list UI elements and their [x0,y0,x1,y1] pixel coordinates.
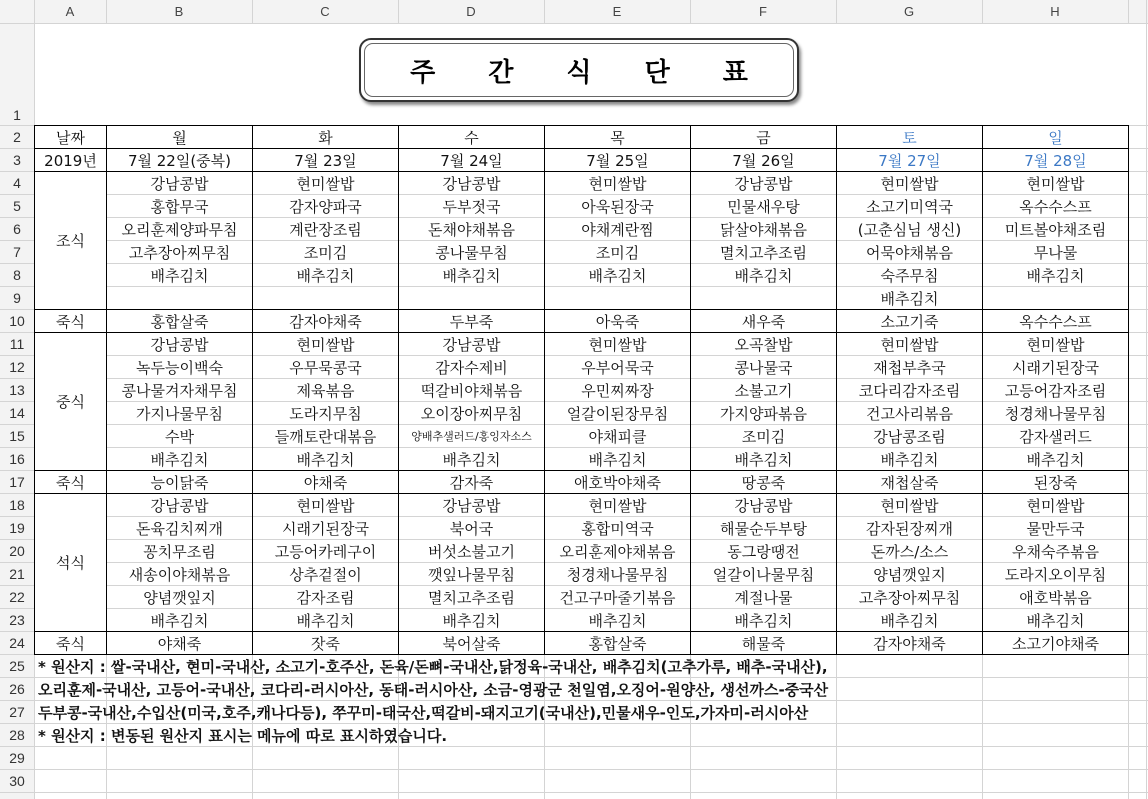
row-header-17[interactable]: 17 [9,473,25,490]
row-header-1[interactable]: 1 [13,107,21,123]
menu-cell[interactable]: 옥수수스프 [983,195,1128,217]
menu-cell[interactable]: 감자샐러드 [983,425,1128,447]
row-header-23[interactable]: 23 [9,611,25,628]
menu-cell[interactable]: 건고구마줄기볶음 [545,586,690,608]
menu-cell[interactable]: 배추김치 [107,448,252,470]
meal-label-cell[interactable]: 조식 [35,172,106,309]
menu-cell[interactable]: 야채죽 [253,471,398,493]
table-border [34,470,1129,471]
menu-cell[interactable]: 오리훈제양파무침 [107,218,252,240]
menu-cell[interactable]: 들깨토란대볶음 [253,425,398,447]
menu-cell[interactable] [399,287,544,309]
table-border [34,125,1129,126]
menu-cell[interactable]: 숙주무침 [837,264,982,286]
menu-cell[interactable]: 콩나물국 [691,356,836,378]
menu-cell[interactable]: 잣죽 [253,632,398,654]
menu-cell[interactable]: 건고사리볶음 [837,402,982,424]
menu-cell[interactable]: 계절나물 [691,586,836,608]
table-border [34,125,35,655]
column-header-b[interactable]: B [174,4,184,19]
date-cell[interactable]: 7월 27일 [837,149,982,171]
menu-cell[interactable]: 홍합살죽 [107,310,252,332]
row-header-21[interactable]: 21 [9,565,25,582]
menu-cell[interactable]: 물만두국 [983,517,1128,539]
menu-cell[interactable]: 고등어감자조림 [983,379,1128,401]
menu-cell[interactable]: 고추장아찌무침 [837,586,982,608]
menu-cell[interactable]: 꽁치무조림 [107,540,252,562]
menu-cell[interactable]: 홍합무국 [107,195,252,217]
menu-cell[interactable]: 북어살죽 [399,632,544,654]
menu-cell[interactable]: 배추김치 [983,609,1128,631]
table-border [398,125,399,655]
menu-cell[interactable]: 새송이야채볶음 [107,563,252,585]
menu-cell[interactable]: 애호박야채죽 [545,471,690,493]
menu-cell[interactable]: 배추김치 [107,609,252,631]
table-border [1128,125,1129,655]
menu-cell[interactable]: 배추김치 [837,287,982,309]
menu-cell[interactable]: 소고기죽 [837,310,982,332]
menu-cell[interactable]: 우채숙주볶음 [983,540,1128,562]
menu-cell[interactable]: 된장죽 [983,471,1128,493]
weekday-cell[interactable]: 월 [107,126,252,148]
menu-cell[interactable]: 조미김 [545,241,690,263]
menu-cell[interactable] [107,287,252,309]
menu-cell[interactable]: 강남콩밥 [691,494,836,516]
menu-cell[interactable]: 돈채야채볶음 [399,218,544,240]
menu-cell[interactable]: 현미쌀밥 [253,333,398,355]
menu-cell[interactable]: 가지양파볶음 [691,402,836,424]
column-header-e[interactable]: E [612,4,622,19]
row-header-29[interactable]: 29 [9,749,25,766]
table-border [34,654,1129,655]
menu-cell[interactable]: 배추김치 [545,448,690,470]
menu-cell[interactable]: 배추김치 [399,264,544,286]
menu-cell[interactable]: 두부죽 [399,310,544,332]
row-header-25[interactable]: 25 [9,657,25,674]
menu-cell[interactable]: 현미쌀밥 [545,333,690,355]
menu-cell[interactable]: 청경채나물무침 [545,563,690,585]
menu-cell[interactable]: 현미쌀밥 [837,494,982,516]
menu-cell[interactable]: 얼갈이된장무침 [545,402,690,424]
menu-cell[interactable]: 야채피클 [545,425,690,447]
column-header-h[interactable]: H [1050,4,1060,19]
menu-cell[interactable]: 현미쌀밥 [983,333,1128,355]
date-cell[interactable]: 7월 24일 [399,149,544,171]
menu-cell[interactable]: 아욱죽 [545,310,690,332]
menu-cell[interactable]: 감자야채죽 [837,632,982,654]
menu-cell[interactable]: 동그랑땡전 [691,540,836,562]
row-header-6[interactable]: 6 [13,220,21,237]
menu-cell[interactable]: 현미쌀밥 [837,172,982,194]
menu-cell[interactable]: 강남콩조림 [837,425,982,447]
menu-cell[interactable]: 강남콩밥 [399,494,544,516]
menu-cell[interactable]: 조미김 [691,425,836,447]
menu-cell[interactable]: 현미쌀밥 [837,333,982,355]
menu-cell[interactable]: 배추김치 [253,448,398,470]
menu-cell[interactable]: 오리훈제야채볶음 [545,540,690,562]
menu-cell[interactable]: 우무묵콩국 [253,356,398,378]
menu-cell[interactable]: 옥수수스프 [983,310,1128,332]
menu-cell[interactable]: 시래기된장국 [253,517,398,539]
page-title: 주 간 식 단 표 [410,57,770,88]
table-border [106,125,107,655]
menu-cell[interactable]: (고춘심님 생신) [837,218,982,240]
column-header-d[interactable]: D [466,4,476,19]
row-header-5[interactable]: 5 [13,197,21,214]
menu-cell[interactable]: 멸치고추조림 [399,586,544,608]
menu-cell[interactable]: 새우죽 [691,310,836,332]
row-header-10[interactable]: 10 [9,312,25,329]
column-header-c[interactable]: C [320,4,330,19]
weekday-cell[interactable]: 금 [691,126,836,148]
menu-cell[interactable]: 애호박볶음 [983,586,1128,608]
weekday-cell[interactable]: 수 [399,126,544,148]
row-header-22[interactable]: 22 [9,588,25,605]
menu-cell[interactable] [691,287,836,309]
menu-cell[interactable]: 무나물 [983,241,1128,263]
row-header-14[interactable]: 14 [9,404,25,421]
year-cell[interactable]: 2019년 [35,149,106,171]
menu-cell[interactable]: 현미쌀밥 [983,172,1128,194]
origin-note: * 원산지 : 변동된 원산지 표시는 메뉴에 따로 표시하였습니다. [38,727,448,745]
date-label-cell[interactable]: 날짜 [35,126,106,148]
menu-cell[interactable]: 배추김치 [253,609,398,631]
menu-cell[interactable]: 현미쌀밥 [253,494,398,516]
column-header-g[interactable]: G [903,4,915,19]
weekday-cell[interactable]: 토 [837,126,982,148]
row-header-11[interactable]: 11 [9,335,25,352]
meal-label-cell[interactable]: 죽식 [35,471,106,493]
menu-cell[interactable]: 떡갈비야채볶음 [399,379,544,401]
menu-cell[interactable]: 양념깻잎지 [107,586,252,608]
row-header-24[interactable]: 24 [9,634,25,651]
menu-cell[interactable]: 현미쌀밥 [983,494,1128,516]
row-header-2[interactable]: 2 [13,128,21,145]
menu-cell[interactable]: 강남콩밥 [107,333,252,355]
menu-cell[interactable]: 배추김치 [545,264,690,286]
row-header-16[interactable]: 16 [9,450,25,467]
menu-cell[interactable]: 배추김치 [983,448,1128,470]
table-border [982,125,983,655]
menu-cell[interactable]: 제육볶음 [253,379,398,401]
menu-cell[interactable]: 청경채나물무침 [983,402,1128,424]
menu-cell[interactable]: 가지나물무침 [107,402,252,424]
date-cell[interactable]: 7월 28일 [983,149,1128,171]
table-border [836,125,837,655]
menu-cell[interactable]: 돈육김치찌개 [107,517,252,539]
title-box[interactable] [359,38,799,102]
menu-cell[interactable]: 어묵야채볶음 [837,241,982,263]
weekday-cell[interactable]: 목 [545,126,690,148]
menu-cell[interactable]: 녹두능이백숙 [107,356,252,378]
menu-cell[interactable]: 두부젓국 [399,195,544,217]
menu-cell[interactable]: 미트볼야채조림 [983,218,1128,240]
column-header-a[interactable]: A [65,4,75,19]
meal-label-cell[interactable]: 죽식 [35,632,106,654]
table-border [34,171,1129,172]
menu-cell[interactable]: 해물순두부탕 [691,517,836,539]
menu-cell[interactable]: 현미쌀밥 [253,172,398,194]
menu-cell[interactable]: 상추겉절이 [253,563,398,585]
menu-cell[interactable]: 강남콩밥 [691,172,836,194]
menu-cell[interactable]: 배추김치 [107,264,252,286]
menu-cell[interactable]: 우부어묵국 [545,356,690,378]
menu-cell[interactable]: 조미김 [253,241,398,263]
menu-cell[interactable]: 배추김치 [545,609,690,631]
menu-cell[interactable]: 양배추샐러드/홍잉자소스 [399,425,544,447]
menu-cell[interactable]: 고등어카레구이 [253,540,398,562]
row-header-12[interactable]: 12 [9,358,25,375]
menu-cell[interactable]: 배추김치 [253,264,398,286]
row-header-28[interactable]: 28 [9,726,25,743]
menu-cell[interactable]: 야채죽 [107,632,252,654]
row-header-26[interactable]: 26 [9,680,25,697]
menu-cell[interactable]: 감자죽 [399,471,544,493]
menu-cell[interactable]: 감자된장찌개 [837,517,982,539]
table-border [544,125,545,655]
menu-cell[interactable]: 배추김치 [399,448,544,470]
menu-cell[interactable] [253,287,398,309]
table-border [690,125,691,655]
menu-cell[interactable]: 양념깻잎지 [837,563,982,585]
menu-cell[interactable]: 돈까스/소스 [837,540,982,562]
menu-cell[interactable]: 버섯소불고기 [399,540,544,562]
menu-cell[interactable]: 오이장아찌무침 [399,402,544,424]
date-cell[interactable]: 7월 26일 [691,149,836,171]
menu-cell[interactable]: 계란장조림 [253,218,398,240]
row-header-3[interactable]: 3 [13,151,21,168]
menu-cell[interactable]: 수박 [107,425,252,447]
menu-cell[interactable]: 콩나물무침 [399,241,544,263]
menu-cell[interactable]: 배추김치 [691,448,836,470]
menu-cell[interactable]: 감자양파국 [253,195,398,217]
date-cell[interactable]: 7월 23일 [253,149,398,171]
menu-cell[interactable]: 현미쌀밥 [545,172,690,194]
row-header-13[interactable]: 13 [9,381,25,398]
table-border [34,332,1129,333]
menu-cell[interactable]: 소고기미역국 [837,195,982,217]
menu-cell[interactable]: 강남콩밥 [399,333,544,355]
menu-cell[interactable]: 소고기야채죽 [983,632,1128,654]
menu-cell[interactable]: 고추장아찌무침 [107,241,252,263]
weekday-cell[interactable]: 일 [983,126,1128,148]
menu-cell[interactable]: 도라지오이무침 [983,563,1128,585]
table-border [34,631,1129,632]
menu-cell[interactable]: 배추김치 [691,609,836,631]
menu-cell[interactable]: 북어국 [399,517,544,539]
menu-cell[interactable]: 시래기된장국 [983,356,1128,378]
menu-cell[interactable]: 감자조림 [253,586,398,608]
origin-note: 오리훈제-국내산, 고등어-국내산, 코다리-러시아산, 동태-러시아산, 소금-영광군 천일염,오징어-원양산, 생선까스-중국산 [38,681,829,699]
menu-cell[interactable]: 닭살야채볶음 [691,218,836,240]
menu-cell[interactable]: 강남콩밥 [399,172,544,194]
row-header-20[interactable]: 20 [9,542,25,559]
menu-cell[interactable]: 얼갈이나물무침 [691,563,836,585]
menu-cell[interactable]: 감자야채죽 [253,310,398,332]
meal-label-cell[interactable]: 죽식 [35,310,106,332]
menu-cell[interactable]: 멸치고추조림 [691,241,836,263]
table-border [34,148,1129,149]
date-cell[interactable]: 7월 22일(중복) [107,149,252,171]
menu-cell[interactable]: 강남콩밥 [107,494,252,516]
row-header-9[interactable]: 9 [13,289,21,306]
menu-cell[interactable]: 홍합살죽 [545,632,690,654]
gridline [0,769,1148,770]
menu-cell[interactable]: 야채계란찜 [545,218,690,240]
menu-cell[interactable]: 강남콩밥 [107,172,252,194]
menu-cell[interactable]: 배추김치 [691,264,836,286]
menu-cell[interactable]: 감자수제비 [399,356,544,378]
menu-cell[interactable]: 아욱된장국 [545,195,690,217]
meal-label-cell[interactable]: 중식 [35,333,106,470]
menu-cell[interactable]: 배추김치 [837,609,982,631]
menu-cell[interactable]: 배추김치 [837,448,982,470]
menu-cell[interactable]: 땅콩죽 [691,471,836,493]
row-header-15[interactable]: 15 [9,427,25,444]
menu-cell[interactable]: 배추김치 [983,264,1128,286]
table-border [252,125,253,655]
table-border [34,309,1129,310]
meal-label-cell[interactable]: 석식 [35,494,106,631]
menu-cell[interactable] [983,287,1128,309]
menu-cell[interactable]: 우민찌짜장 [545,379,690,401]
column-header-f[interactable]: F [759,4,767,19]
menu-cell[interactable]: 재첩부추국 [837,356,982,378]
menu-cell[interactable]: 깻잎나물무침 [399,563,544,585]
menu-cell[interactable]: 배추김치 [399,609,544,631]
menu-cell[interactable]: 민물새우탕 [691,195,836,217]
origin-note: * 원산지 : 쌀-국내산, 현미-국내산, 소고기-호주산, 돈육/돈뼈-국내산,닭정육-국내산, 배추김치(고추가루, 배추-국내산), [38,658,828,676]
row-header-7[interactable]: 7 [13,243,21,260]
menu-cell[interactable]: 도라지무침 [253,402,398,424]
row-header-30[interactable]: 30 [9,772,25,789]
menu-cell[interactable]: 소불고기 [691,379,836,401]
row-header-8[interactable]: 8 [13,266,21,283]
menu-cell[interactable]: 홍합미역국 [545,517,690,539]
row-header-27[interactable]: 27 [9,703,25,720]
row-header-4[interactable]: 4 [13,174,21,191]
weekday-cell[interactable]: 화 [253,126,398,148]
menu-cell[interactable]: 재첩살죽 [837,471,982,493]
date-cell[interactable]: 7월 25일 [545,149,690,171]
origin-note: 두부콩-국내산,수입산(미국,호주,캐나다등), 쭈꾸미-태국산,떡갈비-돼지고기(국내산),민물새우-인도,가자미-러시아산 [38,704,809,722]
row-header-18[interactable]: 18 [9,496,25,513]
menu-cell[interactable]: 콩나물겨자채무침 [107,379,252,401]
menu-cell[interactable]: 오곡찰밥 [691,333,836,355]
gridline [1146,0,1147,799]
menu-cell[interactable]: 해물죽 [691,632,836,654]
gridline [0,792,1148,793]
row-header-19[interactable]: 19 [9,519,25,536]
menu-cell[interactable]: 코다리감자조림 [837,379,982,401]
menu-cell[interactable] [545,287,690,309]
menu-cell[interactable]: 현미쌀밥 [545,494,690,516]
table-border [34,493,1129,494]
menu-cell[interactable]: 능이닭죽 [107,471,252,493]
